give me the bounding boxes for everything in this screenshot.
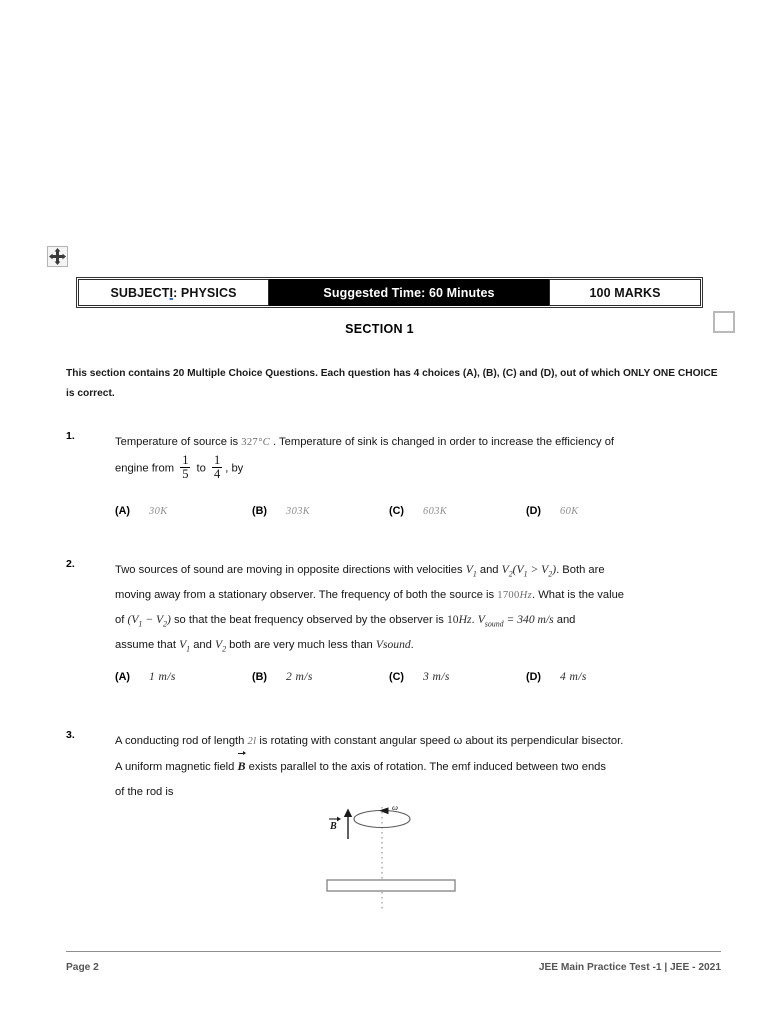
- q3-l1-b: is rotating with constant angular speed: [256, 735, 454, 747]
- q2-option-c-letter: (C): [389, 671, 404, 683]
- question-1: [66, 430, 721, 482]
- b-field-arrow-head: [344, 809, 352, 818]
- q2-l3-a: of: [115, 614, 128, 627]
- rotating-rod-diagram: [322, 803, 472, 913]
- q2-option-a-value: 1 m/s: [149, 670, 176, 683]
- question-2-option-d[interactable]: [526, 670, 663, 683]
- q2-l2-b: . What is the value: [532, 589, 625, 602]
- q2-l1-b: and: [476, 564, 502, 576]
- question-2-text: [115, 558, 721, 659]
- question-3-text: [115, 729, 721, 804]
- b-label-overbar-arrowhead: [337, 817, 341, 822]
- question-1-option-c[interactable]: [389, 505, 526, 517]
- question-3: [66, 729, 721, 804]
- q2-math-beat-frequency: 10Hz: [446, 613, 472, 627]
- q1-option-c-value: 603K: [423, 506, 448, 517]
- q2-option-c-value: 3 m/s: [423, 670, 450, 683]
- question-1-options: [66, 505, 721, 517]
- section-title: SECTION 1: [345, 322, 414, 336]
- q2-option-b-letter: (B): [252, 671, 267, 683]
- b-field-label: B: [330, 821, 337, 832]
- b-field-label-group: [329, 817, 341, 832]
- conducting-rod: [327, 880, 455, 891]
- q3-l1-a: A conducting rod of length: [115, 735, 248, 747]
- question-1-option-b[interactable]: [252, 505, 389, 517]
- q2-math-v-sound-value: $V_{sound} = 340$ m/s: [477, 613, 554, 629]
- q1-text-e: , by: [225, 462, 244, 475]
- rotation-direction-arrowhead: [379, 807, 389, 814]
- footer-page-label: Page 2: [66, 962, 99, 973]
- question-2-option-b[interactable]: [252, 670, 389, 683]
- question-3-figure: [322, 803, 472, 913]
- q1-option-d-value: 60K: [560, 506, 579, 517]
- q1-math-temperature: 327°C: [241, 437, 270, 448]
- question-3-number: 3.: [66, 729, 75, 741]
- question-2-option-c[interactable]: [389, 670, 526, 683]
- footer-test-label: JEE Main Practice Test -1 | JEE - 2021: [538, 962, 721, 973]
- question-2: [66, 558, 721, 659]
- q3-l2-a: A uniform magnetic field: [115, 760, 238, 773]
- q1-frac1-denominator: 5: [182, 466, 189, 481]
- subject-flagged-letter: I: [169, 285, 174, 300]
- q1-option-c-letter: (C): [389, 505, 404, 517]
- q2-math-v2-b: $V_2$: [214, 638, 227, 654]
- table-move-handle[interactable]: [47, 246, 68, 267]
- q3-l1-c: about its perpendicular bisector.: [462, 735, 624, 747]
- question-1-number: 1.: [66, 430, 75, 442]
- q1-option-d-letter: (D): [526, 505, 541, 517]
- exam-header-table: [76, 277, 703, 308]
- q2-math-v2-compare: $V_2(V_1 > V_2)$: [501, 563, 557, 579]
- q1-text-d: to: [193, 462, 209, 475]
- q1-frac1-numerator: 1: [182, 452, 189, 467]
- q3-omega-symbol: ω: [453, 735, 463, 747]
- q1-option-a-letter: (A): [115, 505, 130, 517]
- q1-option-b-value: 303K: [286, 506, 311, 517]
- q2-l4-a: assume that: [115, 639, 180, 652]
- q1-fraction-one-fifth: [180, 454, 190, 481]
- q2-l3-d: and: [553, 614, 576, 627]
- q2-math-velocity-difference: $(V_1 - V_2)$: [127, 613, 171, 629]
- q2-l1-a: Two sources of sound are moving in opposite directions with velocities: [115, 564, 466, 576]
- q2-option-b-value: 2 m/s: [286, 670, 313, 683]
- q3-l3: of the rod is: [115, 785, 174, 798]
- q1-text-c: engine from: [115, 462, 178, 475]
- q2-option-d-letter: (D): [526, 671, 541, 683]
- four-way-move-icon: [48, 247, 67, 266]
- question-1-text: [115, 430, 721, 482]
- subject-suffix: : PHYSICS: [173, 285, 237, 300]
- q1-text-a: Temperature of source is: [115, 436, 242, 448]
- q2-option-d-value: 4 m/s: [560, 670, 587, 683]
- q2-math-v1-b: $V_1$: [179, 638, 191, 654]
- header-cell-suggested-time: Suggested Time: 60 Minutes: [269, 279, 549, 306]
- omega-label: ω: [392, 803, 399, 812]
- question-2-number: 2.: [66, 558, 75, 570]
- q3-magnetic-field-vector: B: [238, 754, 246, 780]
- question-1-option-a[interactable]: [115, 505, 252, 517]
- q1-fraction-one-fourth: [212, 454, 222, 481]
- header-cell-marks: 100 MARKS: [549, 279, 701, 306]
- q1-frac2-denominator: 4: [213, 466, 221, 481]
- question-1-option-d[interactable]: [526, 505, 663, 517]
- q1-option-a-value: 30K: [149, 506, 168, 517]
- question-2-option-a[interactable]: [115, 670, 252, 683]
- q1-option-b-letter: (B): [252, 505, 267, 517]
- q1-text-b: . Temperature of sink is changed in order to increase the efficiency of: [269, 436, 615, 448]
- q2-math-frequency: 1700Hz: [497, 590, 532, 602]
- q2-l4-d: .: [410, 639, 414, 652]
- q2-l3-c: .: [471, 614, 478, 627]
- question-2-options: [66, 670, 721, 683]
- q2-l3-b: so that the beat frequency observed by the observer is: [170, 614, 447, 627]
- q2-l2-a: moving away from a stationary observer. The frequency of both the source is: [115, 589, 498, 602]
- page-footer: [66, 962, 721, 973]
- q2-option-a-letter: (A): [115, 671, 130, 683]
- section-instructions: This section contains 20 Multiple Choice Questions. Each question has 4 choices (A), (B), (C) and (D), out of which ONLY ONE CHOICE is correct.: [66, 368, 718, 399]
- subject-prefix: SUBJECT: [110, 285, 170, 300]
- q2-l4-b: and: [190, 639, 215, 652]
- header-cell-subject: [78, 279, 269, 306]
- q3-math-length: 2l: [247, 736, 257, 747]
- q3-l2-b: exists parallel to the axis of rotation. The emf induced between two ends: [245, 760, 607, 773]
- q1-frac2-numerator: 1: [213, 452, 221, 467]
- q2-l1-c: . Both are: [556, 564, 605, 576]
- q2-math-v-sound-b: Vsound: [375, 638, 411, 652]
- q2-math-v1: $V_1$: [465, 563, 477, 579]
- footer-divider: [66, 951, 721, 952]
- q2-l4-c: both are very much less than: [226, 639, 376, 652]
